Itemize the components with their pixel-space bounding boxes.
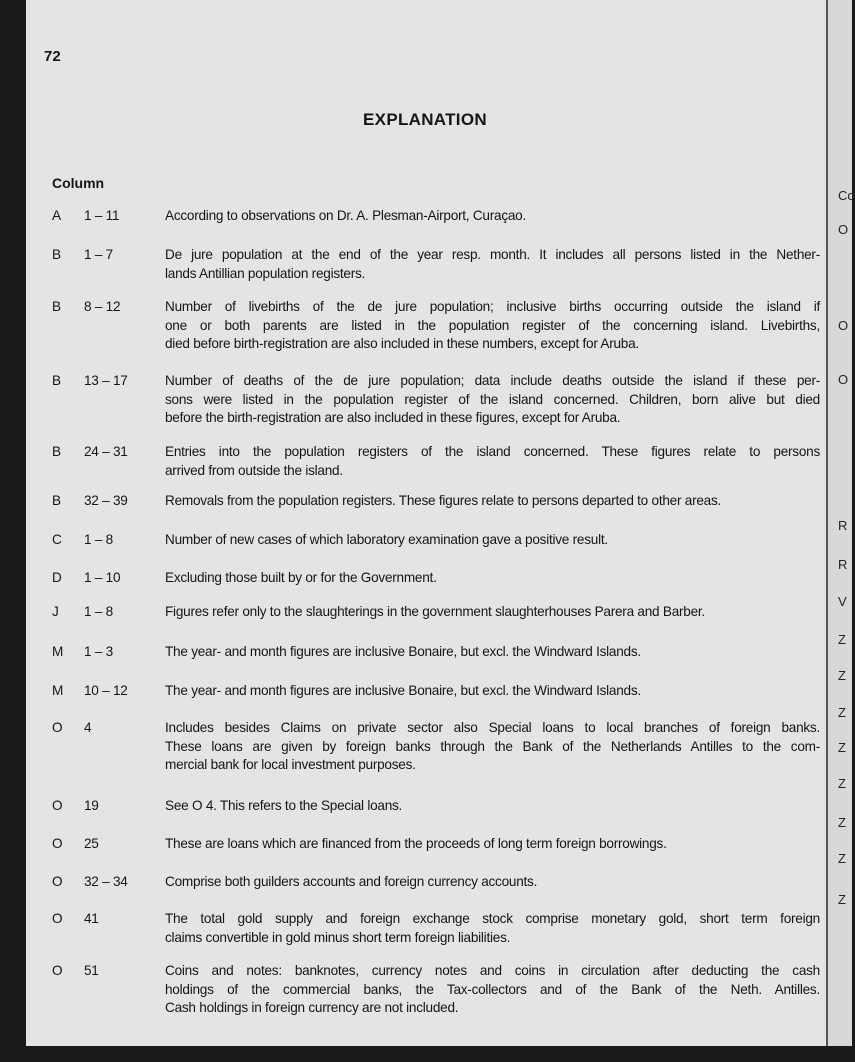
sliver-letter: Z xyxy=(838,892,846,907)
entry-letter: M xyxy=(52,644,64,659)
entry-columns: 24 – 31 xyxy=(84,444,128,459)
text-line: The year- and month figures are inclusive Bonaire, but excl. the Windward Islands. xyxy=(165,644,641,659)
sliver-letter: V xyxy=(838,594,847,609)
sliver-letter: O xyxy=(838,318,849,333)
entry-text xyxy=(165,492,820,511)
page-number: 72 xyxy=(44,48,61,65)
entry-text xyxy=(165,569,820,588)
column-header: Column xyxy=(52,175,105,191)
entry-text xyxy=(165,531,820,550)
entry-columns: 4 xyxy=(84,720,92,735)
entry-columns: 10 – 12 xyxy=(84,683,128,698)
entry-letter: D xyxy=(52,570,62,585)
text-line: Number of new cases of which laboratory examination gave a positive result. xyxy=(165,532,608,547)
entry-columns: 1 – 11 xyxy=(84,208,120,223)
entry-letter: O xyxy=(52,911,63,926)
entry-text xyxy=(165,797,820,816)
entry-columns: 25 xyxy=(84,836,99,851)
entry-letter: J xyxy=(52,604,59,619)
text-line: These are loans which are financed from the proceeds of long term foreign borrowings. xyxy=(165,836,667,851)
sliver-letter: Z xyxy=(838,776,846,791)
entry-letter: B xyxy=(52,493,61,508)
entry-letter: B xyxy=(52,247,61,262)
entry-columns: 1 – 8 xyxy=(84,604,113,619)
entry-letter: O xyxy=(52,720,63,735)
entry-text xyxy=(165,643,820,662)
text-line: Number of livebirths of the de jure population; inclusive births occurring outside the island if xyxy=(165,299,820,314)
sliver-letter: O xyxy=(838,372,849,387)
text-line: before the birth-registration are also included in these figures, except for Aruba. xyxy=(165,410,621,425)
text-line: claims convertible in gold minus short term foreign liabilities. xyxy=(165,929,511,945)
entry-columns: 1 – 7 xyxy=(84,247,113,262)
text-line: De jure population at the end of the year resp. month. It includes all persons listed in the Nether- xyxy=(165,247,820,262)
text-line: According to observations on Dr. A. Plesman-Airport, Curaçao. xyxy=(165,208,527,223)
entry-letter: B xyxy=(52,444,61,459)
sliver-letter: R xyxy=(838,557,848,572)
entry-letter: C xyxy=(52,532,62,547)
text-line: Figures refer only to the slaughterings in the government slaughterhouses Parera and Barber. xyxy=(165,604,705,619)
entry-columns: 1 – 10 xyxy=(84,570,121,585)
entry-text xyxy=(165,910,820,947)
sliver-letter: Z xyxy=(838,705,846,720)
text-line: mercial bank for local investment purposes. xyxy=(165,757,416,772)
text-line: one or both parents are listed in the population register of the concerning island. Livebirths, xyxy=(165,317,820,333)
entry-text xyxy=(165,682,820,701)
entry-letter: O xyxy=(52,963,63,978)
sliver-letter: Co xyxy=(838,188,855,203)
entry-text xyxy=(165,962,820,1018)
text-line: Cash holdings in foreign currency are not included. xyxy=(165,1000,459,1015)
entry-text xyxy=(165,246,820,283)
entry-columns: 32 – 34 xyxy=(84,874,128,889)
entry-text xyxy=(165,372,820,428)
sliver-letter: Z xyxy=(838,668,846,683)
text-line: holdings of the commercial banks, the Tax-collectors and of the Bank of the Neth. Antilles. xyxy=(165,981,820,997)
entry-columns: 1 – 8 xyxy=(84,532,113,547)
sliver-letter: O xyxy=(838,222,849,237)
text-line: The total gold supply and foreign exchange stock comprise monetary gold, short term foreign xyxy=(165,911,820,926)
entry-columns: 8 – 12 xyxy=(84,299,121,314)
text-line: Includes besides Claims on private sector also Special loans to local branches of foreign banks. xyxy=(165,720,820,735)
text-line: Number of deaths of the de jure population; data include deaths outside the island if these per- xyxy=(165,373,820,388)
entry-columns: 19 xyxy=(84,798,99,813)
sliver-letter: R xyxy=(838,518,848,533)
text-line: These loans are given by foreign banks through the Bank of the Netherlands Antilles to the com- xyxy=(165,738,820,754)
entry-letter: O xyxy=(52,798,63,813)
text-line: Excluding those built by or for the Government. xyxy=(165,570,437,585)
entry-text xyxy=(165,873,820,892)
entry-text xyxy=(165,719,820,775)
adjacent-page-edge xyxy=(826,0,855,1046)
text-line: sons were listed in the population register of the island concerned. Children, born alive but died xyxy=(165,391,820,407)
entry-text xyxy=(165,207,820,226)
entry-text xyxy=(165,835,820,854)
sliver-letter: Z xyxy=(838,815,846,830)
entry-text xyxy=(165,298,820,354)
text-line: The year- and month figures are inclusive Bonaire, but excl. the Windward Islands. xyxy=(165,683,641,698)
text-line: See O 4. This refers to the Special loans. xyxy=(165,798,403,813)
entry-letter: M xyxy=(52,683,64,698)
sliver-letter: Z xyxy=(838,632,846,647)
text-line: died before birth-registration are also included in these numbers, except for Aruba. xyxy=(165,336,639,351)
entry-columns: 41 xyxy=(84,911,99,926)
sliver-letter: Z xyxy=(838,740,846,755)
sliver-letter: Z xyxy=(838,851,846,866)
entry-letter: O xyxy=(52,836,63,851)
entry-letter: O xyxy=(52,874,63,889)
text-line: arrived from outside the island. xyxy=(165,462,343,478)
text-line: Removals from the population registers. These figures relate to persons departed to other areas. xyxy=(165,493,722,508)
text-line: Entries into the population registers of the island concerned. These figures relate to persons xyxy=(165,444,820,459)
entry-columns: 1 – 3 xyxy=(84,644,113,659)
text-line: lands Antillian population registers. xyxy=(165,265,366,281)
entry-text xyxy=(165,603,820,622)
entry-letter: B xyxy=(52,373,61,388)
entry-columns: 13 – 17 xyxy=(84,373,128,388)
page-title: EXPLANATION xyxy=(363,110,487,129)
entry-letter: B xyxy=(52,299,61,314)
entry-text xyxy=(165,443,820,480)
entry-columns: 51 xyxy=(84,963,99,978)
entry-columns: 32 – 39 xyxy=(84,493,128,508)
text-line: Coins and notes: banknotes, currency notes and coins in circulation after deducting the cash xyxy=(165,963,820,978)
entry-letter: A xyxy=(52,208,61,223)
text-line: Comprise both guilders accounts and foreign currency accounts. xyxy=(165,874,538,889)
